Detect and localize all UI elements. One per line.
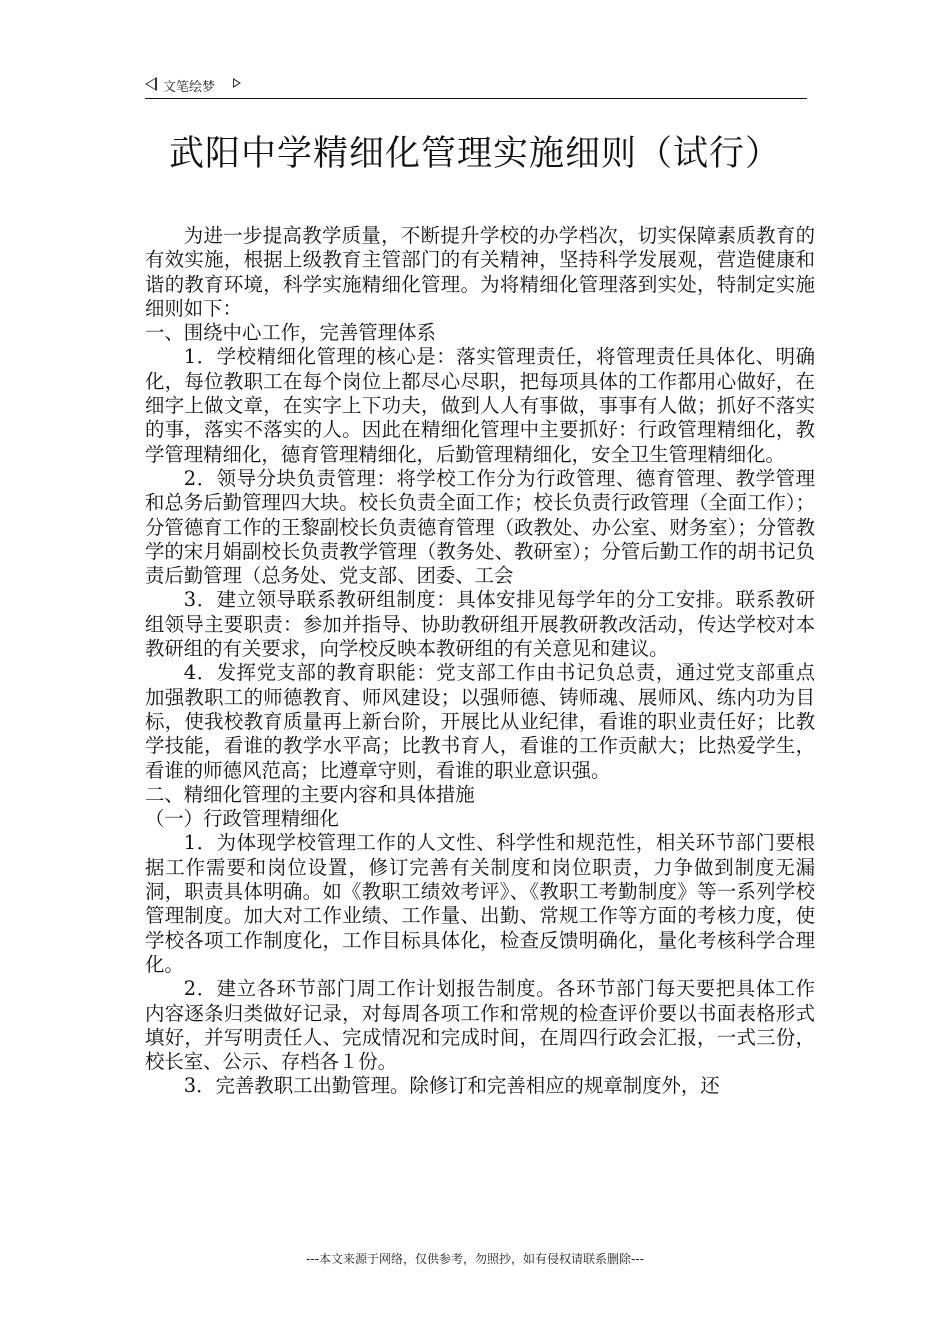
body-paragraph: 一、围绕中心工作，完善管理体系 — [145, 321, 436, 345]
body-paragraph: 2．领导分块负责管理：将学校工作分为行政管理、德育管理、教学管理和总务后勤管理四大块。校长负责全面工作；校长负责行政管理（全面工作）；分管德育工作的王黎副校长负责德育管理（政教处、办公室、财务室）；分管教学的宋月娟副校长负责教学管理（教务处、教研室）；分管后勤工作的胡书记负责后勤管理（总务处、党支部、团委、工会 — [145, 466, 815, 588]
body-paragraph: 二、精细化管理的主要内容和具体措施 — [145, 782, 475, 806]
body-paragraph: 4．发挥党支部的教育职能：党支部工作由书记负总责，通过党支部重点加强教职工的师德教育、师风建设；以强师德、铸师魂、展师风、练内功为目标，使我校教育质量再上新台阶，开展比从业纪律，看谁的职业责任好；比教学技能，看谁的教学水平高；比教书育人，看谁的工作贡献大；比热爱学生，看谁的师德风范高；比遵章守则，看谁的职业意识强。 — [145, 661, 815, 782]
body-paragraph: 1．为体现学校管理工作的人文性、科学性和规范性，相关环节部门要根据工作需要和岗位设置，修订完善有关制度和岗位职责，力争做到制度无漏洞，职责具体明确。如《教职工绩效考评》、《教职工考勤制度》等一系列学校管理制度。加大对工作业绩、工作量、出勤、常规工作等方面的考核力度，使学校各项工作制度化，工作目标具体化，检查反馈明确化，量化考核科学合理化。 — [145, 831, 815, 976]
document-body — [145, 224, 815, 1099]
page-footer: ---本文来源于网络，仅供参考，勿照抄，如有侵权请联系删除--- — [306, 1252, 644, 1266]
body-paragraph: 3．建立领导联系教研组制度：具体安排见每学年的分工安排。联系教研组领导主要职责：参加并指导、协助教研组开展教研教改活动，传达学校对本教研组的有关要求，向学校反映本教研组的有关意见和建议。 — [145, 588, 815, 661]
body-paragraph: 3．完善教职工出勤管理。除修订和完善相应的规章制度外，还 — [183, 1074, 720, 1098]
page-header — [145, 74, 807, 99]
body-paragraph: 2．建立各环节部门周工作计划报告制度。各环节部门每天要把具体工作内容逐条归类做好记录，对每周各项工作和常规的检查评价要以书面表格形式填好，并写明责任人、完成情况和完成时间，在周四行政会汇报，一式三份，校长室、公示、存档各１份。 — [145, 977, 815, 1074]
header-brand: 文笔绘梦 — [163, 80, 216, 95]
triangle-left-icon — [145, 77, 157, 91]
document-title: 武阳中学精细化管理实施细则（试行） — [168, 134, 781, 174]
body-paragraph: （一）行政管理精细化 — [145, 807, 339, 831]
body-paragraph: 1．学校精细化管理的核心是：落实管理责任，将管理责任具体化、明确化，每位教职工在每个岗位上都尽心尽职，把每项具体的工作都用心做好，在细字上做文章，在实字上下功夫，做到人人有事做，事事有人做；抓好不落实的事，落实不落实的人。因此在精细化管理中主要抓好：行政管理精细化，教学管理精细化，德育管理精细化，后勤管理精细化，安全卫生管理精细化。 — [145, 345, 815, 466]
triangle-right-icon — [233, 78, 241, 88]
body-paragraph: 为进一步提高教学质量，不断提升学校的办学档次，切实保障素质教育的有效实施，根据上级教育主管部门的有关精神，坚持科学发展观，营造健康和谐的教育环境，科学实施精细化管理。为将精细化管理落到实处，特制定实施细则如下： — [145, 224, 815, 320]
